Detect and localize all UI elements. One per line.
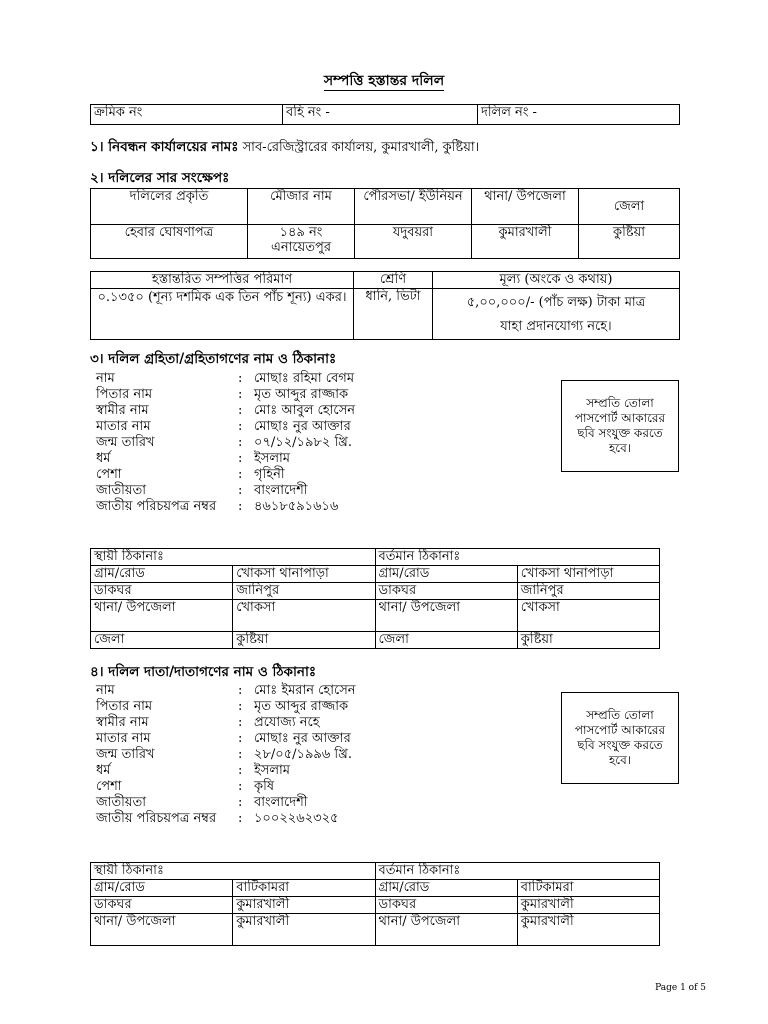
property-price-line1: ৫,০০,০০০/- (পাঁচ লক্ষ) টাকা মাত্র [466,295,646,310]
field-value: বাংলাদেশী [254,795,308,810]
recipient-photo-placeholder: সম্প্রতি তোলা পাসপোর্ট আকারের ছবি সংযুক্ত করতে হবে। [561,380,679,472]
field-value: মৃত আব্দুর রাজ্জাক [254,699,349,714]
field-colon: : [238,451,243,466]
field-value: মৃত আব্দুর রাজ্জাক [254,387,349,402]
address-label: জেলা [91,632,233,649]
field-value: মোঃ আবুল হোসেন [254,403,355,418]
field-colon: : [238,403,243,418]
address-value: খোকসা [517,600,659,632]
donor-address-table [90,862,660,946]
header-table [90,104,680,125]
donor-nid-row [96,812,416,844]
field-label: পেশা [96,779,122,794]
field-label: নাম [96,371,115,386]
address-label: ডাকঘর [375,897,517,914]
field-colon: : [238,731,243,746]
serial-number-cell: ক্রমিক নং [91,105,283,125]
field-label: জাতীয় পরিচয়পত্র নম্বর [96,499,217,514]
field-value: ইসলাম [254,451,291,466]
donor-occupation-row [96,780,416,796]
registry-office-value: সাব-রেজিস্ট্রারের কার্যালয়, কুমারখালী, কুষ্টিয়া। [242,140,480,155]
field-colon: : [238,371,243,386]
donor-dob-row [96,748,416,764]
registry-office-label: ১। নিবন্ধন কার্যালয়ের নামঃ [90,139,239,155]
donor-name-row [96,684,416,700]
field-colon: : [238,715,243,730]
field-colon: : [238,779,243,794]
registry-office-line [90,140,479,156]
property-class-value: ধানি, ভিটা [354,289,433,340]
field-label: মাতার নাম [96,731,151,746]
address-value: জানিপুর [517,583,659,600]
address-label: গ্রাম/রোড [375,566,517,583]
address-value: খোকসা থানাপাড়া [233,566,375,583]
summary-col-union: পৌরসভা/ ইউনিয়ন [355,189,472,225]
field-colon: : [238,747,243,762]
field-value: মোছাঃ নুর আক্তার [254,419,351,434]
deed-summary-table [90,188,680,259]
recipient-present-address-heading: বর্তমান ঠিকানাঃ [375,549,660,566]
field-colon: : [238,435,243,450]
field-label: পিতার নাম [96,699,153,714]
recipient-occupation-row [96,468,416,484]
summary-col-district: জেলা [579,189,680,225]
recipient-name-row [96,372,416,388]
field-colon: : [238,795,243,810]
donor-permanent-address-heading: স্থায়ী ঠিকানাঃ [91,863,376,880]
recipient-nationality-row [96,484,416,500]
recipient-permanent-address-heading: স্থায়ী ঠিকানাঃ [91,549,376,566]
address-label: ডাকঘর [91,897,233,914]
field-label: জাতীয় পরিচয়পত্র নম্বর [96,811,217,826]
recipient-dob-row [96,436,416,452]
address-label: গ্রাম/রোড [375,880,517,897]
recipient-mother-row [96,420,416,436]
property-price-line2: যাহা প্রদানযোগ্য নহে। [500,319,612,334]
address-value: কুষ্টিয়া [517,632,659,649]
address-value: কুষ্টিয়া [233,632,375,649]
field-value: কৃষি [254,779,274,794]
donor-photo-placeholder: সম্প্রতি তোলা পাসপোর্ট আকারের ছবি সংযুক্ত করতে হবে। [561,692,679,784]
donor-mother-row [96,732,416,748]
address-label: গ্রাম/রোড [91,566,233,583]
property-table [90,271,680,340]
donor-religion-row [96,764,416,780]
donor-nationality-row [96,796,416,812]
summary-nature-value: হেবার ঘোষণাপত্র [91,225,248,259]
property-col-amount: হস্তান্তরিত সম্পত্তির পরিমাণ [91,272,354,289]
summary-upazila-value: কুমারখালী [472,225,579,259]
field-label: পিতার নাম [96,387,153,402]
field-label: জাতীয়তা [96,483,147,498]
address-label: থানা/ উপজেলা [91,914,233,946]
recipient-husband-row [96,404,416,420]
address-value: খোকসা [233,600,375,632]
field-value: মোঃ ইমরান হোসেন [254,683,356,698]
property-col-value: মূল্য (অংকে ও কথায়) [433,272,680,289]
field-label: জন্ম তারিখ [96,747,155,762]
field-value: ১০০২২৬২৩২৫ [254,811,339,826]
field-label: নাম [96,683,115,698]
recipient-religion-row [96,452,416,468]
summary-union-value: যদুবয়রা [355,225,472,259]
field-value: ২৮/০৫/১৯৯৬ খ্রি. [254,747,352,762]
field-colon: : [238,419,243,434]
address-label: ডাকঘর [91,583,233,600]
field-label: জন্ম তারিখ [96,435,155,450]
summary-col-upazila: থানা/ উপজেলা [472,189,579,225]
field-label: ধর্ম [96,763,111,778]
donor-father-row [96,700,416,716]
field-value: প্রযোজ্য নহে [254,715,320,730]
book-number-cell: বহি নং - [283,105,478,125]
field-colon: : [238,499,243,514]
recipient-heading: ৩। দলিল গ্রহিতা/গ্রহিতাগণের নাম ও ঠিকানাঃ [90,351,337,367]
address-label: থানা/ উপজেলা [375,914,517,946]
field-colon: : [238,763,243,778]
summary-district-value: কুষ্টিয়া [579,225,680,259]
address-value: কুমারখালী [233,914,375,946]
address-label: জেলা [375,632,517,649]
field-label: স্বামীর নাম [96,715,149,730]
address-value: জানিপুর [233,583,375,600]
field-colon: : [238,699,243,714]
deed-number-cell: দলিল নং - [478,105,680,125]
field-label: মাতার নাম [96,419,151,434]
deed-summary-heading: ২। দলিলের সার সংক্ষেপঃ [90,170,230,186]
address-value: কুমারখালী [517,897,659,914]
field-colon: : [238,483,243,498]
field-colon: : [238,683,243,698]
field-colon: : [238,387,243,402]
field-label: স্বামীর নাম [96,403,149,418]
address-value: বাটিকামরা [517,880,659,897]
field-value: বাংলাদেশী [254,483,308,498]
field-label: পেশা [96,467,122,482]
donor-husband-row [96,716,416,732]
address-value: কুমারখালী [517,914,659,946]
property-amount-value: ০.১৩৫০ (শূন্য দশমিক এক তিন পাঁচ শূন্য) একর। [91,289,354,340]
address-value: কুমারখালী [233,897,375,914]
field-value: গৃহিনী [254,467,285,482]
field-value: মোছাঃ রহিমা বেগম [254,371,355,386]
field-value: ইসলাম [254,763,291,778]
address-value: বাটিকামরা [233,880,375,897]
address-label: থানা/ উপজেলা [375,600,517,632]
field-colon: : [238,811,243,826]
property-col-class: শ্রেণি [354,272,433,289]
address-value: খোকসা থানাপাড়া [517,566,659,583]
recipient-nid-row [96,500,416,532]
donor-present-address-heading: বর্তমান ঠিকানাঃ [375,863,660,880]
address-label: গ্রাম/রোড [91,880,233,897]
page-number: Page 1 of 5 [655,983,706,993]
property-price-value [433,289,680,340]
field-label: ধর্ম [96,451,111,466]
field-value: মোছাঃ নুর আক্তার [254,731,351,746]
donor-heading: ৪। দলিল দাতা/দাতাগণের নাম ও ঠিকানাঃ [90,664,317,680]
recipient-father-row [96,388,416,404]
summary-mouza-value: ১৪৯ নং এনায়েতপুর [248,225,355,259]
field-label: জাতীয়তা [96,795,147,810]
summary-col-mouza: মৌজার নাম [248,189,355,225]
field-value: ৪৬১৮৫৯১৬১৬ [254,499,339,514]
address-label: থানা/ উপজেলা [91,600,233,632]
recipient-address-table [90,548,660,649]
field-value: ০৭/১২/১৯৮২ খ্রি. [254,435,352,450]
field-colon: : [238,467,243,482]
document-title: সম্পত্তি হস্তান্তর দলিল [323,73,445,89]
summary-col-nature: দলিলের প্রকৃতি [91,189,248,225]
address-label: ডাকঘর [375,583,517,600]
